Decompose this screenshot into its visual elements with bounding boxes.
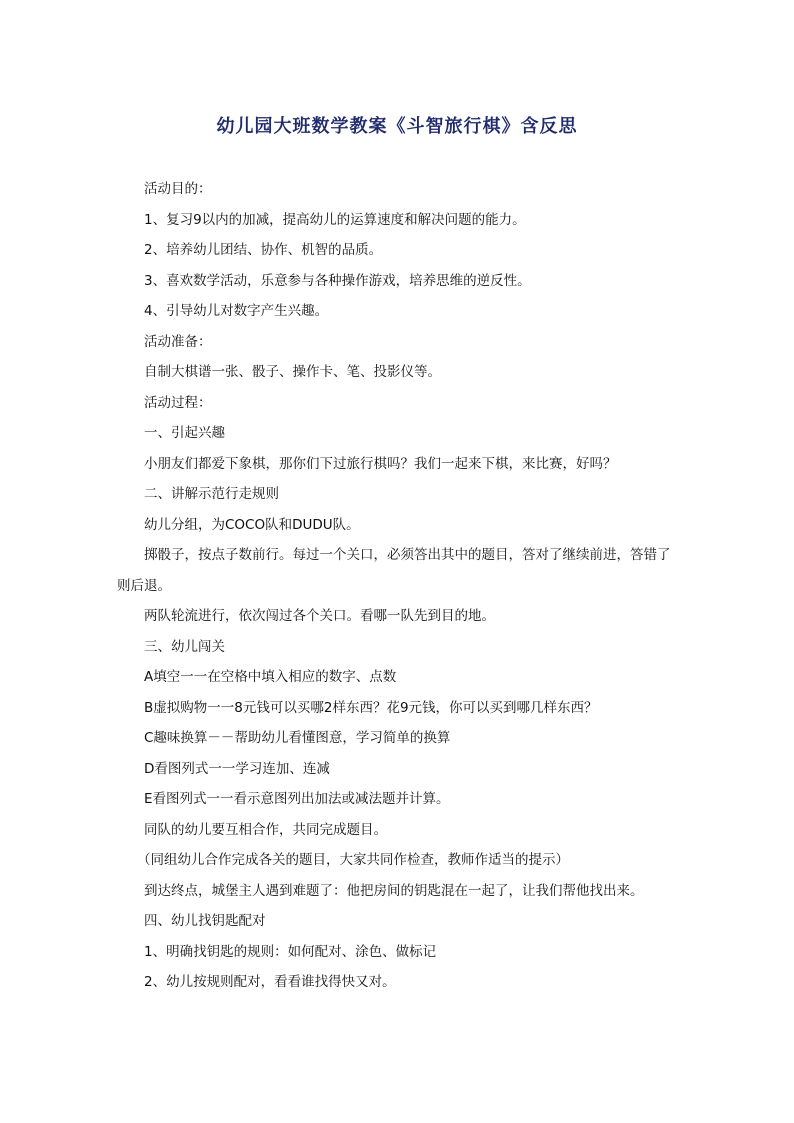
paragraph-turns: 两队轮流进行，依次闯过各个关口。看哪一队先到目的地。 — [144, 608, 495, 624]
paragraph-key-rule-2: 2、幼儿按规则配对，看看谁找得快又对。 — [144, 974, 396, 990]
document-title: 幼儿园大班数学教案《斗智旅行棋》含反思 — [216, 116, 578, 137]
paragraph-section-1-text: 小朋友们都爱下象棋，那你们下过旅行棋吗？我们一起来下棋，来比赛，好吗？ — [144, 455, 617, 472]
paragraph-task-b: B虚拟购物一一8元钱可以买哪2样东西？花9元钱，你可以买到哪几样东西？ — [144, 699, 598, 716]
paragraph-objective-2: 2、培养幼儿团结、协作、机智的品质。 — [144, 242, 383, 258]
paragraph-section-1-heading: 一、引起兴趣 — [144, 425, 225, 441]
paragraph-section-3-heading: 三、幼儿闯关 — [144, 638, 225, 655]
paragraph-section-2-heading: 二、讲解示范行走规则 — [144, 486, 279, 502]
paragraph-key-rule-1: 1、明确找钥匙的规则：如何配对、涂色、做标记 — [144, 943, 437, 960]
paragraph-task-c: C趣味换算－－帮助幼儿看懂图意，学习简单的换算 — [144, 730, 451, 746]
paragraph-grouping: 幼儿分组，为COCO队和DUDU队。 — [144, 516, 360, 533]
paragraph-objective-1: 1、复习9以内的加减，提高幼儿的运算速度和解决问题的能力。 — [144, 211, 526, 228]
paragraph-objective-4: 4、引导幼儿对数字产生兴趣。 — [144, 303, 329, 319]
paragraph-dice-rules: 掷骰子，按点子数前行。每过一个关口，必须答出其中的题目，答对了继续前进，答错了则后退。 — [117, 547, 671, 594]
paragraph-task-e: E看图列式一一看示意图列出加法或减法题并计算。 — [144, 791, 450, 807]
paragraph-cooperation: 同队的幼儿要互相合作，共同完成题目。 — [144, 821, 387, 838]
paragraph-objective-3: 3、喜欢数学活动，乐意参与各种操作游戏，培养思维的逆反性。 — [144, 272, 531, 289]
paragraph-finish-line: 到达终点，城堡主人遇到难题了：他把房间的钥匙混在一起了，让我们帮他找出来。 — [144, 882, 644, 899]
paragraph-preparation-items: 自制大棋谱一张、骰子、操作卡、笔、投影仪等。 — [144, 364, 441, 380]
document-body — [117, 174, 683, 998]
paragraph-task-d: D看图列式一一学习连加、连减 — [144, 760, 330, 777]
paragraph-task-a: A填空一一在空格中填入相应的数字、点数 — [144, 669, 397, 685]
paragraph-cooperation-note: （同组幼儿合作完成各关的题目，大家共同作检查，教师作适当的提示） — [137, 852, 569, 868]
paragraph-preparation-heading: 活动准备： — [144, 333, 212, 350]
paragraph-objectives-heading: 活动目的： — [144, 181, 212, 197]
paragraph-section-4-heading: 四、幼儿找钥匙配对 — [144, 913, 266, 929]
paragraph-process-heading: 活动过程： — [144, 394, 212, 411]
